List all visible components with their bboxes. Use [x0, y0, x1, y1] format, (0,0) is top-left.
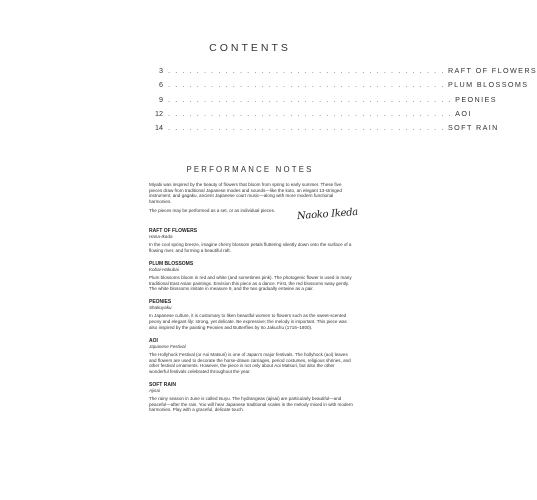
piece-title: SOFT RAIN	[149, 381, 176, 388]
piece-title: PLUM BLOSSOMS	[149, 260, 194, 267]
piece-description: In the cool spring breeze, imagine cherry blossom petals fluttering silently down onto the surface of a flowing river, and forming a beautiful raft.	[149, 242, 352, 254]
piece-description: Plum blossoms bloom in red and white (and sometimes pink). The photogenic flower is used in many traditional East Asian paintings. Envision this piece as a dance. First, the red blossoms sway gently. The white blossoms imitate in measure 9, and the two gradually entwine as a pair.	[149, 275, 352, 292]
toc-page-number: 6	[159, 80, 163, 90]
toc-page-number: 9	[159, 94, 163, 104]
toc-entry[interactable]	[145, 94, 497, 109]
piece-subtitle: Ajisai	[149, 387, 160, 393]
toc-entry[interactable]	[145, 80, 529, 94]
contents-heading: CONTENTS	[209, 42, 291, 54]
performance-notes	[149, 182, 354, 413]
intro-paragraph: Miyabi was inspired by the beauty of flowers that bloom from spring to early summer. These five pieces draw from traditional Japanese modes and sounds—like the koto, an elegant 13-stringed instrument, and gagaku, ancient Japanese court music—along with more modern functional harmonies.	[149, 182, 342, 205]
toc-dot-leader: . . . . . . . . . . . . . . . . . . . . . . . . . . . . . . . . . . . . . . .	[168, 80, 445, 90]
toc-title: SOFT RAIN	[447, 123, 499, 133]
piece-description: The Hollyhock Festival (or Aoi Matsuri) is one of Japan’s major festivals. The hollyhock (aoi) leaves and flowers are used to decorate the horse-drawn carriages, period costumes, religious shrines, and other festival ornaments. However, the piece is not only about Aoi Matsuri, but also the other wonderful festivals celebrated throughout the year.	[149, 351, 351, 374]
piece-subtitle: Hana-Ikada	[149, 234, 173, 240]
toc-title: PLUM BLOSSOMS	[447, 80, 529, 90]
toc-dot-leader: . . . . . . . . . . . . . . . . . . . . . . . . . . . . . . . . . . . . . . . .	[168, 94, 453, 104]
toc-page-number: 12	[155, 108, 163, 118]
piece-title: AOI	[149, 337, 158, 344]
intro-note: The pieces may be performed as a set, or as individual pieces.	[149, 208, 276, 214]
piece-note	[149, 228, 354, 254]
composer-signature: Naoko Ikeda	[296, 206, 359, 223]
piece-subtitle: Shakuyaku	[149, 305, 172, 311]
toc-dot-leader: . . . . . . . . . . . . . . . . . . . . . . . . . . . . . . . . . . . . . . .	[168, 123, 445, 133]
piece-title: RAFT OF FLOWERS	[149, 228, 198, 235]
piece-note	[149, 299, 354, 330]
piece-note	[149, 261, 354, 292]
piece-note	[149, 338, 354, 375]
piece-description: In Japanese culture, it is customary to liken beautiful women to flowers such as the sweet-scented peony and elegant lily: strong, yet delicate. Be expressive; the melody is important. This piece was also inspired by the painting Peonies and Butterflies by Ito Jakuchu (1716–1800).	[149, 313, 347, 330]
toc-page-number: 3	[159, 66, 163, 75]
toc-entry[interactable]	[145, 108, 472, 123]
piece-note	[149, 382, 354, 413]
toc-entry[interactable]	[145, 123, 499, 137]
toc-dot-leader: . . . . . . . . . . . . . . . . . . . . . . . . . . . . . . . . . . . . . . . .	[168, 108, 453, 118]
piece-description: The rainy season in June is called tsuyu. The hydrangeas (ajisai) are particularly beautiful—and peaceful—after the rain. You will hear Japanese traditional scales in the melody mixed in with modern harmonies. Play with a graceful, delicate touch.	[149, 395, 353, 413]
toc-page-number: 14	[155, 123, 163, 133]
table-of-contents	[145, 66, 537, 137]
toc-entry[interactable]	[145, 66, 537, 80]
piece-subtitle: Japanese Festival	[149, 343, 186, 349]
piece-subtitle: Kobai-Hakubai	[149, 266, 179, 272]
toc-dot-leader: . . . . . . . . . . . . . . . . . . . . . . . . . . . . . . . . . . . . . . .	[168, 66, 445, 75]
toc-title: RAFT OF FLOWERS	[447, 66, 537, 75]
piece-title: PEONIES	[149, 299, 172, 306]
performance-notes-heading: PERFORMANCE NOTES	[186, 165, 314, 174]
toc-title: PEONIES	[455, 94, 497, 104]
toc-title: AOI	[455, 108, 472, 118]
